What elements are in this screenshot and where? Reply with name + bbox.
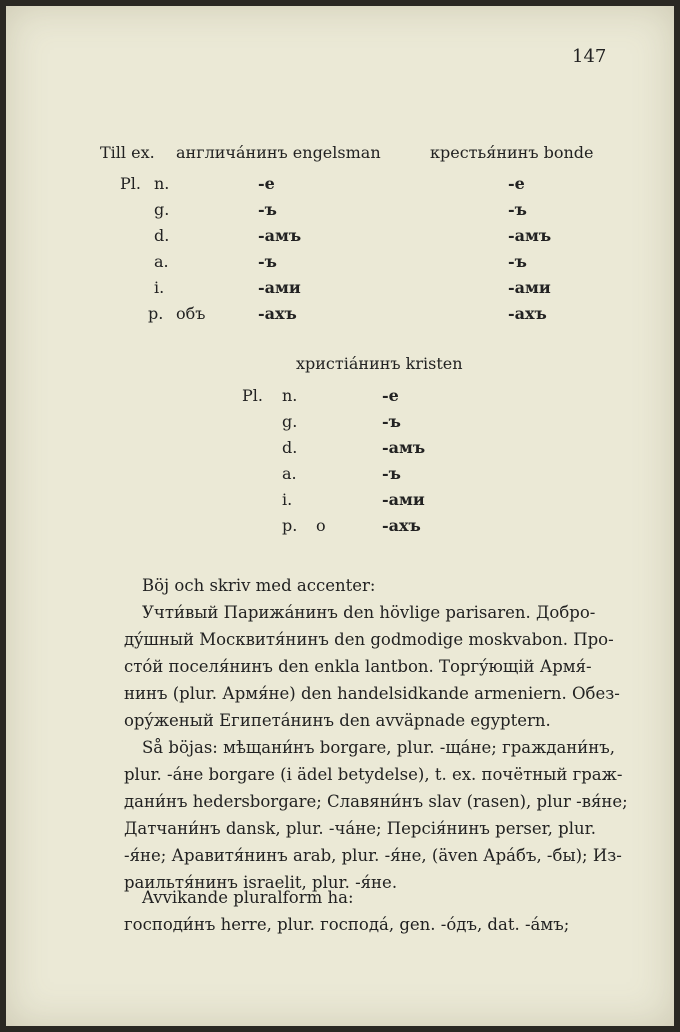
text-line: господи́нъ herre, plur. господá, gen. -óдъ, dat. -áмъ; bbox=[124, 915, 570, 934]
table1-ending-2: -амъ bbox=[508, 226, 552, 245]
table2-pl-label: Pl. bbox=[242, 386, 263, 405]
text-line: plur. -áне borgare (i ädel betydelse), t. ex. почётный граж- bbox=[124, 765, 623, 784]
table2-preposition: о bbox=[316, 516, 326, 535]
table1-case: a. bbox=[154, 252, 169, 271]
paragraph-accent-exercise bbox=[124, 572, 619, 734]
table2-case: a. bbox=[282, 464, 297, 483]
table2-ending: -амъ bbox=[382, 438, 426, 457]
table2-ending: -ъ bbox=[382, 412, 401, 431]
table1-header-left: Till ex. bbox=[100, 143, 155, 162]
table1-ending-2: -е bbox=[508, 174, 525, 193]
table2-case: n. bbox=[282, 386, 298, 405]
table1-ending-1: -амъ bbox=[258, 226, 302, 245]
text-line: орýженый Египетáнинъ den avväpnade egyptern. bbox=[124, 711, 551, 730]
text-line: Avvikande pluralform ha: bbox=[142, 888, 354, 907]
text-line: Учти́вый Парижáнинъ den hövlige parisaren. Добро- bbox=[142, 603, 596, 622]
text-line: Böj och skriv med accenter: bbox=[142, 576, 376, 595]
page-number: 147 bbox=[572, 46, 607, 67]
table1-ending-2: -ами bbox=[508, 278, 551, 297]
table1-ending-1: -ъ bbox=[258, 252, 277, 271]
table1-ending-2: -ъ bbox=[508, 200, 527, 219]
table1-ending-1: -е bbox=[258, 174, 275, 193]
table2-case: p. bbox=[282, 516, 298, 535]
table1-case: i. bbox=[154, 278, 165, 297]
table2-case: d. bbox=[282, 438, 298, 457]
text-line: нинъ (plur. Армя́не) den handelsidkande armeniern. Обез- bbox=[124, 684, 620, 703]
table2-ending: -ахъ bbox=[382, 516, 421, 535]
table1-preposition: объ bbox=[176, 304, 206, 323]
text-line: раильтя́нинъ israelit, plur. -я́не. bbox=[124, 873, 398, 892]
text-line: Датчани́нъ dansk, plur. -чáне; Персія́нинъ perser, plur. bbox=[124, 819, 596, 838]
table1-ending-1: -ахъ bbox=[258, 304, 297, 323]
text-line: дýшный Москвитя́нинъ den godmodige moskvabon. Про- bbox=[124, 630, 614, 649]
table2-ending: -ами bbox=[382, 490, 425, 509]
table2-ending: -е bbox=[382, 386, 399, 405]
table1-case: d. bbox=[154, 226, 170, 245]
table1-ending-1: -ъ bbox=[258, 200, 277, 219]
paragraph-irregular-plural bbox=[124, 884, 619, 938]
text-line: дани́нъ hedersborgare; Славяни́нъ slav (rasen), plur -вя́не; bbox=[124, 792, 628, 811]
table2-word: христіáнинъ kristen bbox=[296, 354, 463, 373]
table2-case: i. bbox=[282, 490, 293, 509]
paragraph-declension-examples bbox=[124, 734, 628, 896]
table1-pl-label: Pl. bbox=[120, 174, 141, 193]
table1-ending-2: -ъ bbox=[508, 252, 527, 271]
table1-case: n. bbox=[154, 174, 170, 193]
table2-case: g. bbox=[282, 412, 298, 431]
text-line: стóй поселя́нинъ den enkla lantbon. Торгýющій Армя́- bbox=[124, 657, 592, 676]
table1-word2: крестья́нинъ bonde bbox=[430, 143, 594, 162]
table1-ending-2: -ахъ bbox=[508, 304, 547, 323]
table1-case: p. bbox=[148, 304, 164, 323]
table1-case: g. bbox=[154, 200, 170, 219]
book-page bbox=[6, 6, 674, 1026]
text-line: -я́не; Аравитя́нинъ arab, plur. -я́не, (även Арáбъ, -бы); Из- bbox=[124, 846, 622, 865]
text-line: Så böjas: мѣщани́нъ borgare, plur. -щáне; граждани́нъ, bbox=[142, 738, 616, 757]
table2-ending: -ъ bbox=[382, 464, 401, 483]
table1-word1: англичáнинъ engelsman bbox=[176, 143, 381, 162]
table1-ending-1: -ами bbox=[258, 278, 301, 297]
